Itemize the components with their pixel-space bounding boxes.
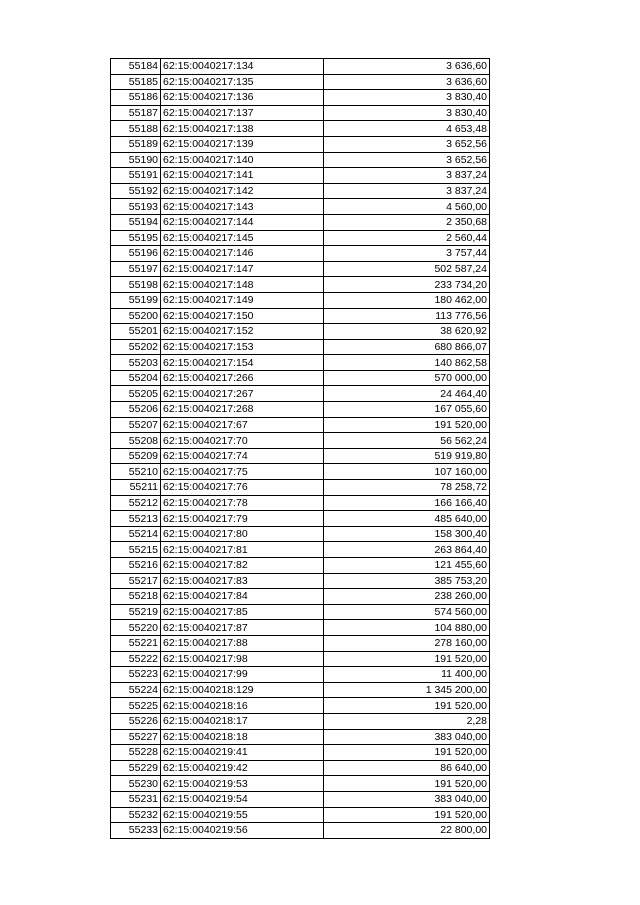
table-row: [111, 386, 490, 402]
cadastral-number-cell: 62:15:0040217:88: [161, 635, 324, 651]
row-number-cell: 55210: [111, 464, 161, 480]
row-number-cell: 55199: [111, 292, 161, 308]
row-number-cell: 55233: [111, 823, 161, 839]
value-cell: 78 258,72: [324, 480, 490, 496]
table-row: [111, 370, 490, 386]
table-row: [111, 417, 490, 433]
cadastral-number-cell: 62:15:0040217:134: [161, 59, 324, 75]
row-number-cell: 55207: [111, 417, 161, 433]
cadastral-number-cell: 62:15:0040217:140: [161, 152, 324, 168]
table-row: [111, 745, 490, 761]
row-number-cell: 55198: [111, 277, 161, 293]
table-row: [111, 698, 490, 714]
row-number-cell: 55220: [111, 620, 161, 636]
row-number-cell: 55201: [111, 324, 161, 340]
table-row: [111, 495, 490, 511]
value-cell: 233 734,20: [324, 277, 490, 293]
table-row: [111, 74, 490, 90]
value-cell: 113 776,56: [324, 308, 490, 324]
value-cell: 1 345 200,00: [324, 682, 490, 698]
row-number-cell: 55195: [111, 230, 161, 246]
row-number-cell: 55217: [111, 573, 161, 589]
table-row: [111, 511, 490, 527]
cadastral-number-cell: 62:15:0040217:78: [161, 495, 324, 511]
cadastral-number-cell: 62:15:0040217:146: [161, 246, 324, 262]
row-number-cell: 55209: [111, 448, 161, 464]
row-number-cell: 55230: [111, 776, 161, 792]
cadastral-number-cell: 62:15:0040217:85: [161, 604, 324, 620]
cadastral-number-cell: 62:15:0040219:55: [161, 807, 324, 823]
cadastral-number-cell: 62:15:0040217:87: [161, 620, 324, 636]
row-number-cell: 55221: [111, 635, 161, 651]
cadastral-number-cell: 62:15:0040217:76: [161, 480, 324, 496]
row-number-cell: 55196: [111, 246, 161, 262]
row-number-cell: 55219: [111, 604, 161, 620]
cadastral-number-cell: 62:15:0040217:153: [161, 339, 324, 355]
row-number-cell: 55224: [111, 682, 161, 698]
row-number-cell: 55189: [111, 136, 161, 152]
value-cell: 574 560,00: [324, 604, 490, 620]
row-number-cell: 55231: [111, 791, 161, 807]
table-row: [111, 464, 490, 480]
row-number-cell: 55193: [111, 199, 161, 215]
value-cell: 4 560,00: [324, 199, 490, 215]
row-number-cell: 55200: [111, 308, 161, 324]
value-cell: 191 520,00: [324, 651, 490, 667]
cadastral-number-cell: 62:15:0040219:41: [161, 745, 324, 761]
row-number-cell: 55187: [111, 105, 161, 121]
value-cell: 191 520,00: [324, 417, 490, 433]
table-row: [111, 292, 490, 308]
value-cell: 485 640,00: [324, 511, 490, 527]
table-row: [111, 635, 490, 651]
cadastral-number-cell: 62:15:0040217:147: [161, 261, 324, 277]
row-number-cell: 55204: [111, 370, 161, 386]
row-number-cell: 55206: [111, 402, 161, 418]
table-row: [111, 402, 490, 418]
cadastral-number-cell: 62:15:0040217:150: [161, 308, 324, 324]
cadastral-number-cell: 62:15:0040217:142: [161, 183, 324, 199]
table-row: [111, 823, 490, 839]
cadastral-number-cell: 62:15:0040219:56: [161, 823, 324, 839]
value-cell: 86 640,00: [324, 760, 490, 776]
cadastral-number-cell: 62:15:0040217:137: [161, 105, 324, 121]
table-row: [111, 526, 490, 542]
table-row: [111, 246, 490, 262]
cadastral-number-cell: 62:15:0040217:83: [161, 573, 324, 589]
cadastral-number-cell: 62:15:0040217:144: [161, 214, 324, 230]
cadastral-number-cell: 62:15:0040217:70: [161, 433, 324, 449]
row-number-cell: 55197: [111, 261, 161, 277]
table-row: [111, 324, 490, 340]
table-row: [111, 807, 490, 823]
row-number-cell: 55194: [111, 214, 161, 230]
cadastral-number-cell: 62:15:0040217:84: [161, 589, 324, 605]
value-cell: 278 160,00: [324, 635, 490, 651]
table-row: [111, 760, 490, 776]
row-number-cell: 55192: [111, 183, 161, 199]
cadastral-number-cell: 62:15:0040217:141: [161, 168, 324, 184]
value-cell: 191 520,00: [324, 698, 490, 714]
value-cell: 191 520,00: [324, 807, 490, 823]
value-cell: 383 040,00: [324, 791, 490, 807]
cadastral-number-cell: 62:15:0040217:267: [161, 386, 324, 402]
row-number-cell: 55228: [111, 745, 161, 761]
table-row: [111, 199, 490, 215]
row-number-cell: 55188: [111, 121, 161, 137]
value-cell: 3 636,60: [324, 74, 490, 90]
table-row: [111, 604, 490, 620]
table-row: [111, 136, 490, 152]
value-cell: 104 880,00: [324, 620, 490, 636]
value-cell: 22 800,00: [324, 823, 490, 839]
value-cell: 263 864,40: [324, 542, 490, 558]
table-row: [111, 667, 490, 683]
cadastral-number-cell: 62:15:0040217:75: [161, 464, 324, 480]
value-cell: 11 400,00: [324, 667, 490, 683]
cadastral-number-cell: 62:15:0040217:99: [161, 667, 324, 683]
cadastral-number-cell: 62:15:0040217:266: [161, 370, 324, 386]
table-row: [111, 105, 490, 121]
row-number-cell: 55186: [111, 90, 161, 106]
table-row: [111, 776, 490, 792]
table-row: [111, 230, 490, 246]
table-row: [111, 90, 490, 106]
table-row: [111, 542, 490, 558]
cadastral-number-cell: 62:15:0040217:143: [161, 199, 324, 215]
cadastral-number-cell: 62:15:0040217:136: [161, 90, 324, 106]
row-number-cell: 55216: [111, 558, 161, 574]
row-number-cell: 55190: [111, 152, 161, 168]
row-number-cell: 55222: [111, 651, 161, 667]
row-number-cell: 55203: [111, 355, 161, 371]
cadastral-value-table: [110, 58, 490, 839]
cadastral-number-cell: 62:15:0040218:17: [161, 713, 324, 729]
row-number-cell: 55225: [111, 698, 161, 714]
table-body: [111, 59, 490, 839]
cadastral-number-cell: 62:15:0040217:152: [161, 324, 324, 340]
cadastral-number-cell: 62:15:0040217:139: [161, 136, 324, 152]
value-cell: 3 830,40: [324, 90, 490, 106]
row-number-cell: 55214: [111, 526, 161, 542]
cadastral-number-cell: 62:15:0040217:148: [161, 277, 324, 293]
table-row: [111, 433, 490, 449]
cadastral-number-cell: 62:15:0040219:54: [161, 791, 324, 807]
value-cell: 385 753,20: [324, 573, 490, 589]
value-cell: 140 862,58: [324, 355, 490, 371]
cadastral-number-cell: 62:15:0040217:138: [161, 121, 324, 137]
cadastral-number-cell: 62:15:0040217:135: [161, 74, 324, 90]
value-cell: 3 652,56: [324, 152, 490, 168]
value-cell: 3 830,40: [324, 105, 490, 121]
row-number-cell: 55229: [111, 760, 161, 776]
table-row: [111, 261, 490, 277]
cadastral-number-cell: 62:15:0040217:67: [161, 417, 324, 433]
value-cell: 3 652,56: [324, 136, 490, 152]
row-number-cell: 55184: [111, 59, 161, 75]
table-row: [111, 121, 490, 137]
row-number-cell: 55185: [111, 74, 161, 90]
cadastral-number-cell: 62:15:0040218:129: [161, 682, 324, 698]
value-cell: 2 350,68: [324, 214, 490, 230]
value-cell: 2 560,44: [324, 230, 490, 246]
value-cell: 502 587,24: [324, 261, 490, 277]
cadastral-number-cell: 62:15:0040217:145: [161, 230, 324, 246]
table-row: [111, 448, 490, 464]
value-cell: 3 837,24: [324, 183, 490, 199]
value-cell: 4 653,48: [324, 121, 490, 137]
table-row: [111, 620, 490, 636]
cadastral-number-cell: 62:15:0040219:53: [161, 776, 324, 792]
value-cell: 2,28: [324, 713, 490, 729]
table-row: [111, 308, 490, 324]
row-number-cell: 55211: [111, 480, 161, 496]
cadastral-number-cell: 62:15:0040217:80: [161, 526, 324, 542]
value-cell: 519 919,80: [324, 448, 490, 464]
cadastral-number-cell: 62:15:0040218:16: [161, 698, 324, 714]
cadastral-number-cell: 62:15:0040217:149: [161, 292, 324, 308]
value-cell: 680 866,07: [324, 339, 490, 355]
value-cell: 107 160,00: [324, 464, 490, 480]
row-number-cell: 55215: [111, 542, 161, 558]
table-row: [111, 152, 490, 168]
row-number-cell: 55205: [111, 386, 161, 402]
row-number-cell: 55227: [111, 729, 161, 745]
cadastral-number-cell: 62:15:0040219:42: [161, 760, 324, 776]
table-row: [111, 682, 490, 698]
table-row: [111, 183, 490, 199]
table-row: [111, 277, 490, 293]
cadastral-number-cell: 62:15:0040217:74: [161, 448, 324, 464]
table-row: [111, 589, 490, 605]
table-row: [111, 729, 490, 745]
row-number-cell: 55226: [111, 713, 161, 729]
value-cell: 383 040,00: [324, 729, 490, 745]
table-row: [111, 214, 490, 230]
row-number-cell: 55208: [111, 433, 161, 449]
value-cell: 191 520,00: [324, 776, 490, 792]
row-number-cell: 55191: [111, 168, 161, 184]
row-number-cell: 55223: [111, 667, 161, 683]
table-row: [111, 651, 490, 667]
value-cell: 238 260,00: [324, 589, 490, 605]
table-row: [111, 480, 490, 496]
table-row: [111, 558, 490, 574]
table-row: [111, 59, 490, 75]
table-row: [111, 791, 490, 807]
table-row: [111, 355, 490, 371]
table-row: [111, 713, 490, 729]
value-cell: 3 757,44: [324, 246, 490, 262]
value-cell: 56 562,24: [324, 433, 490, 449]
cadastral-number-cell: 62:15:0040217:81: [161, 542, 324, 558]
cadastral-number-cell: 62:15:0040218:18: [161, 729, 324, 745]
value-cell: 24 464,40: [324, 386, 490, 402]
row-number-cell: 55218: [111, 589, 161, 605]
cadastral-number-cell: 62:15:0040217:154: [161, 355, 324, 371]
value-cell: 166 166,40: [324, 495, 490, 511]
cadastral-number-cell: 62:15:0040217:79: [161, 511, 324, 527]
cadastral-number-cell: 62:15:0040217:98: [161, 651, 324, 667]
row-number-cell: 55202: [111, 339, 161, 355]
cadastral-number-cell: 62:15:0040217:268: [161, 402, 324, 418]
row-number-cell: 55212: [111, 495, 161, 511]
value-cell: 191 520,00: [324, 745, 490, 761]
cadastral-number-cell: 62:15:0040217:82: [161, 558, 324, 574]
table-row: [111, 168, 490, 184]
value-cell: 121 455,60: [324, 558, 490, 574]
value-cell: 167 055,60: [324, 402, 490, 418]
table-row: [111, 573, 490, 589]
table-row: [111, 339, 490, 355]
value-cell: 180 462,00: [324, 292, 490, 308]
value-cell: 38 620,92: [324, 324, 490, 340]
row-number-cell: 55232: [111, 807, 161, 823]
value-cell: 158 300,40: [324, 526, 490, 542]
value-cell: 3 837,24: [324, 168, 490, 184]
value-cell: 3 636,60: [324, 59, 490, 75]
value-cell: 570 000,00: [324, 370, 490, 386]
row-number-cell: 55213: [111, 511, 161, 527]
